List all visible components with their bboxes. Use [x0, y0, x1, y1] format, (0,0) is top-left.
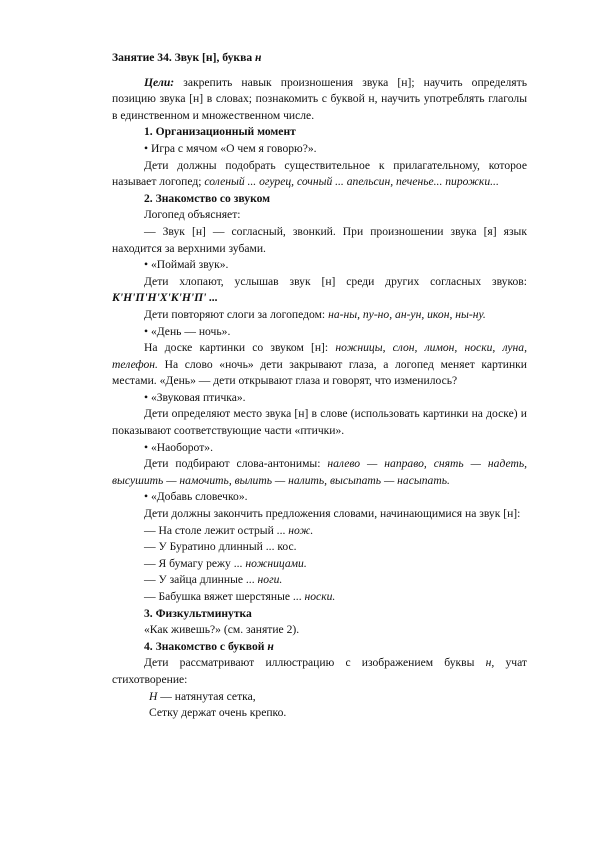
- section-2-explains: Логопед объясняет:: [144, 208, 241, 222]
- syllables-paragraph: Дети повторяют слоги за логопедом: на-ны, пу-но, ан-ун, икон, ны-ну.: [144, 307, 486, 321]
- sentence-item: — У Буратино длинный ... кос.: [144, 540, 297, 554]
- game-add-word: • «Добавь словечко».: [144, 490, 248, 504]
- game-catch-sound: • «Поймай звук».: [144, 258, 229, 272]
- sentence-item: — Я бумагу режу ... ножницами.: [144, 556, 307, 570]
- section-2-sound-desc: — Звук [н] — согласный, звонкий. При произношении звука [я] язык находится за верхними зубами.: [112, 224, 527, 255]
- game-add-word-text: Дети должны закончить предложения словами, начинающимися на звук [н]:: [144, 507, 521, 521]
- sentence-item: — У зайца длинные ... ноги.: [144, 573, 283, 587]
- section-1-heading: 1. Организационный момент: [144, 125, 296, 139]
- game-sound-bird-text: Дети определяют место звука [н] в слове (использовать картинки на доске) и показывают соответствующие части «птички».: [112, 407, 527, 438]
- section-1-game: • Игра с мячом «О чем я говорю?».: [144, 141, 317, 155]
- poem-line: Н — натянутая сетка,: [149, 689, 256, 703]
- goals-paragraph: [112, 75, 527, 125]
- game-catch-sound-text: Дети хлопают, услышав звук [н] среди других согласных звуков: К'Н'П'Н'Х'К'Н'П' ...: [112, 274, 527, 305]
- game-opposite: • «Наоборот».: [144, 440, 213, 454]
- game-day-night-text: На доске картинки со звуком [н]: ножницы, слон, лимон, носки, луна, телефон. На слово «ночь» дети закрывают глаза, а логопед меняет картинки местами. «День» — дети открывают глаза и говорят, что изменилось?: [112, 341, 528, 388]
- game-day-night-words: ножницы, слон, лимон, носки, луна, телефон.: [112, 341, 528, 371]
- game-opposite-text: Дети подбирают слова-антонимы: налево — направо, снять — надеть, высушить — намочить, вылить — налить, высыпать — насыпать.: [112, 457, 527, 487]
- section-4-heading: 4. Знакомство с буквой н: [144, 639, 274, 653]
- section-3-text: «Как живешь?» (см. занятие 2).: [144, 623, 300, 637]
- section-1-text: Дети должны подобрать существительное к прилагательному, которое называет логопед; соленый ... огурец, сочный ... апельсин, печенье... пирожки...: [112, 158, 527, 189]
- section-1-examples: соленый ... огурец, сочный ... апельсин, печенье... пирожки...: [204, 175, 499, 189]
- section-4-letter: н,: [485, 656, 495, 670]
- poem-letter: Н: [149, 689, 158, 703]
- section-4-text: Дети рассматривают иллюстрацию с изображением буквы н, учат стихотворение:: [112, 656, 527, 686]
- lesson-title-letter: н: [255, 51, 262, 64]
- document-page: [112, 50, 527, 722]
- syllables: на-ны, пу-но, ан-ун, икон, ны-ну.: [328, 307, 486, 321]
- section-3-heading: 3. Физкультминутка: [144, 606, 252, 620]
- goals-label: Цели:: [144, 75, 175, 89]
- sentence-item: — На столе лежит острый ... нож.: [144, 523, 314, 537]
- lesson-title: Занятие 34. Звук [н], буква н: [112, 51, 262, 64]
- section-4-heading-letter: н: [267, 639, 274, 653]
- poem-line: Сетку держат очень крепко.: [149, 706, 287, 720]
- game-sound-bird: • «Звуковая птичка».: [144, 390, 246, 404]
- section-2-heading: 2. Знакомство со звуком: [144, 191, 271, 205]
- letters-sequence: К'Н'П'Н'Х'К'Н'П' ...: [112, 291, 218, 305]
- goals-text: закрепить навык произношения звука [н]; научить определять позицию звука [н] в словах; познакомить с буквой н, научить употреблять глаголы в единственном и множественном числе.: [112, 75, 527, 122]
- sentence-item: — Бабушка вяжет шерстяные ... носки.: [144, 590, 336, 603]
- game-day-night: • «День — ночь».: [144, 324, 231, 338]
- antonyms: налево — направо, снять — надеть, высушить — намочить, вылить — налить, высыпать — насыпать.: [112, 457, 527, 487]
